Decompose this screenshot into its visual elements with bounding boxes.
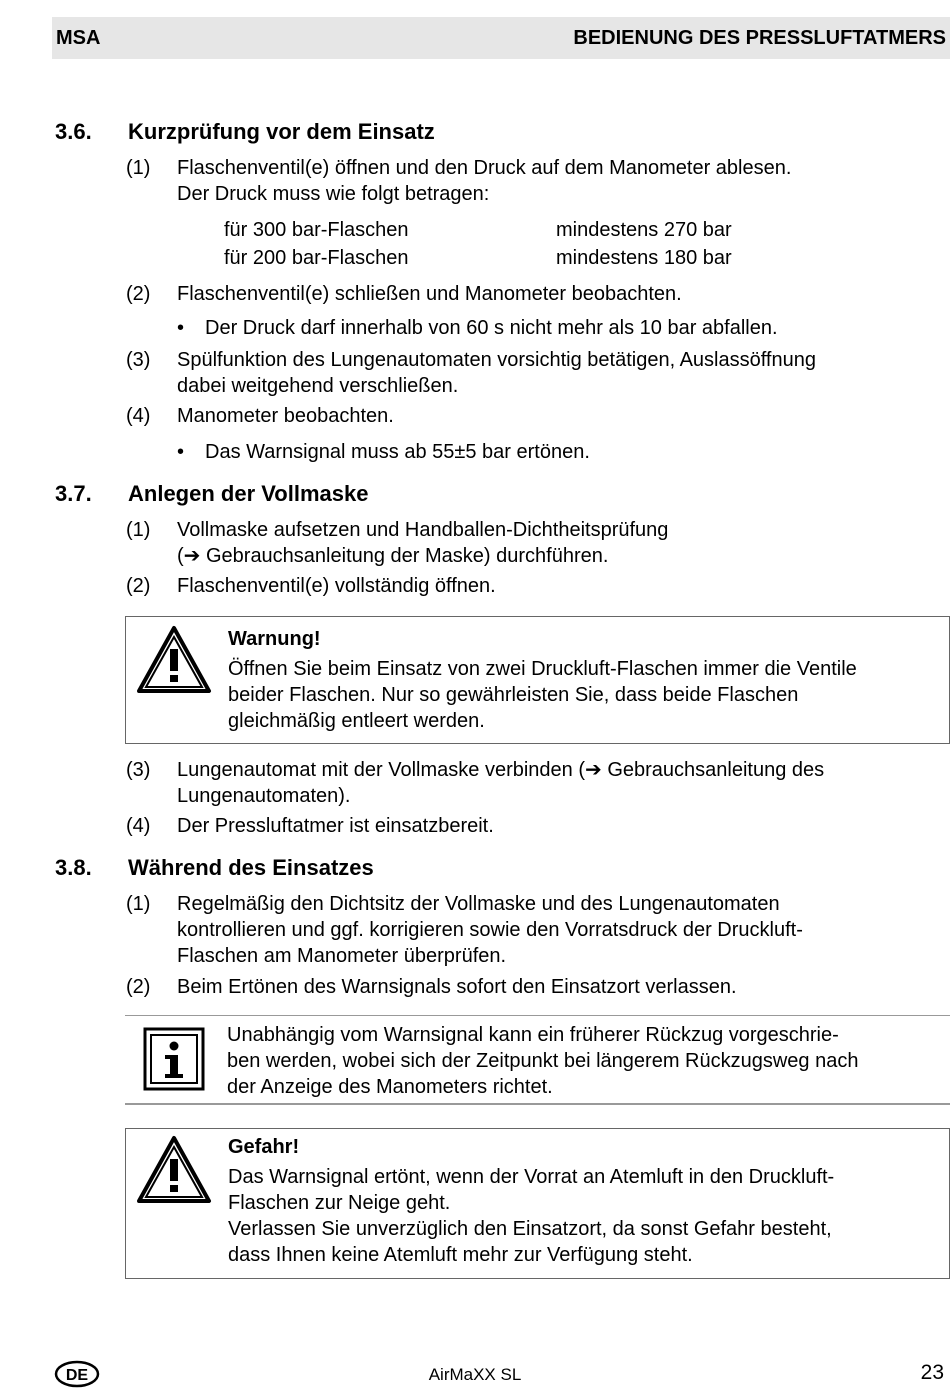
pressure-row-min: mindestens 180 bar xyxy=(556,247,732,269)
pressure-row-bottle: für 200 bar-Flaschen xyxy=(224,247,409,269)
warning-box xyxy=(125,616,950,744)
brand-label: MSA xyxy=(56,27,101,49)
warning-triangle-icon xyxy=(136,1135,212,1210)
page-header xyxy=(52,17,950,59)
warning-heading: Warnung! xyxy=(228,628,321,650)
warning-triangle-icon xyxy=(136,625,212,700)
info-text: Unabhängig vom Warnsignal kann ein früherer Rückzug vorgeschrie- ben werden, wobei sich der Zeitpunkt bei längerem Rückzugsweg nach der Anzeige des Manometers richtet. xyxy=(227,1024,859,1098)
pressure-row-bottle: für 300 bar-Flaschen xyxy=(224,219,409,241)
pressure-row-min: mindestens 270 bar xyxy=(556,219,732,241)
header-title: BEDIENUNG DES PRESSLUFTATMERS xyxy=(573,27,946,49)
info-icon xyxy=(143,1027,205,1096)
danger-box xyxy=(125,1128,950,1279)
page-number: 23 xyxy=(920,1361,944,1384)
danger-heading: Gefahr! xyxy=(228,1136,300,1158)
danger-text: Gefahr! Das Warnsignal ertönt, wenn der Vorrat an Atemluft in den Druckluft- Flaschen zur Neige geht. Verlassen Sie unverzüglich den Einsatzort, da sonst Gefahr besteht, dass Ihnen keine Atemluft mehr zur Verfügung steht. xyxy=(228,1136,835,1266)
warning-text: Warnung! Öffnen Sie beim Einsatz von zwei Druckluft-Flaschen immer die Ventile beider Flaschen. Nur so gewährleisten Sie, dass beide Flaschen gleichmäßig entleert werden. xyxy=(228,628,857,732)
info-box xyxy=(125,1015,950,1105)
product-name: AirMaXX SL xyxy=(428,1365,522,1384)
svg-text:DE: DE xyxy=(65,1367,89,1384)
